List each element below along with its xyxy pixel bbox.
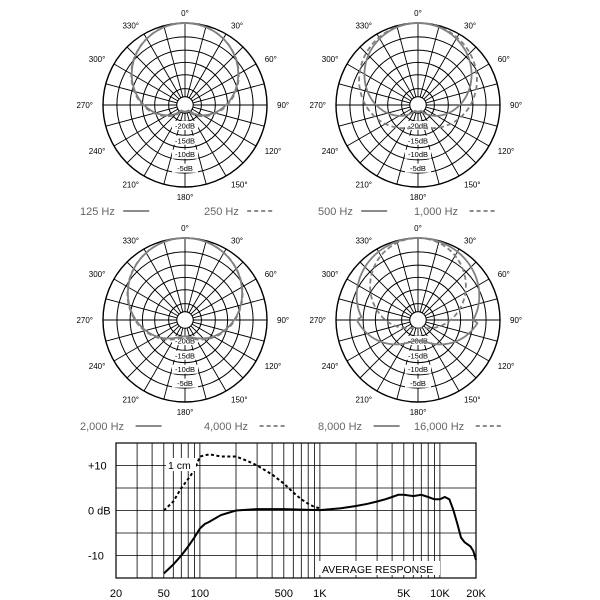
polar-angle-label: 210° — [355, 180, 372, 190]
polar-spoke — [144, 249, 181, 313]
polar-plot-4 — [309, 224, 522, 417]
polar-hub — [177, 312, 193, 328]
polar-angle-label: 60° — [497, 270, 510, 279]
polar-spoke — [114, 64, 178, 101]
legend-label: 125 Hz — [80, 206, 115, 218]
x-tick-label: 10K — [430, 588, 450, 600]
x-tick-label: 50 — [157, 588, 170, 600]
polar-angle-label: 330° — [355, 236, 372, 246]
x-tick-label: 5K — [397, 588, 411, 600]
polar-angle-label: 180° — [176, 408, 194, 417]
polar-hub — [410, 312, 426, 328]
polar-angle-label: 240° — [88, 362, 106, 371]
polar-ring-label: -5dB — [410, 164, 426, 174]
polar-angle-label: 30° — [464, 21, 477, 31]
polar-spoke — [425, 324, 489, 361]
polar-angle-label: 180° — [409, 193, 427, 202]
polar-spoke — [347, 324, 411, 361]
polar-spoke — [114, 279, 178, 316]
polar-angle-label: 60° — [497, 55, 510, 64]
polar-angle-label: 300° — [88, 55, 106, 64]
polar-angle-label: 330° — [122, 21, 139, 31]
polar-angle-label: 0° — [414, 224, 422, 233]
polar-angle-label: 120° — [264, 147, 282, 156]
polar-spoke — [192, 279, 256, 316]
x-tick-label: 500 — [274, 588, 293, 600]
legend-label: 250 Hz — [204, 206, 239, 218]
polar-ring-label: -15dB — [407, 136, 429, 146]
polar-angle-label: 150° — [464, 180, 481, 190]
polar-angle-label: 210° — [355, 395, 372, 405]
polar-ring-label: -15dB — [174, 136, 196, 146]
polar-ring-label: -5dB — [177, 164, 193, 174]
polar-spoke — [377, 34, 414, 98]
polar-angle-label: 0° — [414, 9, 422, 18]
polar-angle-label: 150° — [231, 395, 248, 405]
polar-spoke — [425, 64, 489, 101]
polar-angle-label: 330° — [355, 21, 372, 31]
polar-ring-label: -5dB — [177, 379, 193, 389]
polar-ring-label: -20dB — [407, 336, 429, 346]
legend-label: 8,000 Hz — [318, 421, 363, 433]
polar-spoke — [189, 34, 226, 98]
polar-ring-label: -15dB — [174, 351, 196, 361]
legend-label: 1,000 Hz — [414, 206, 459, 218]
polar-angle-label: 240° — [88, 147, 106, 156]
polar-angle-label: 30° — [464, 236, 477, 246]
polar-angle-label: 60° — [264, 270, 277, 279]
legend-label: 500 Hz — [318, 206, 353, 218]
polar-angle-label: 240° — [321, 362, 339, 371]
polar-plot-2 — [309, 9, 522, 202]
polar-angle-label: 300° — [321, 55, 339, 64]
x-tick-label: 20 — [109, 588, 123, 600]
polar-angle-label: 90° — [510, 316, 523, 325]
frequency-response-chart — [88, 443, 486, 600]
y-tick-label: +10 — [88, 460, 107, 473]
polar-spoke — [189, 249, 226, 313]
polar-angle-label: 0° — [181, 224, 189, 233]
polar-ring-label: -10dB — [174, 365, 196, 375]
polar-ring-label: -10dB — [174, 150, 196, 160]
legend-label: 2,000 Hz — [80, 421, 125, 433]
polar-ring-label: -20dB — [174, 336, 196, 346]
polar-angle-label: 90° — [277, 316, 290, 325]
polar-spoke — [377, 249, 414, 313]
polar-spoke — [347, 64, 411, 101]
polar-angle-label: 90° — [277, 101, 290, 110]
polar-angle-label: 120° — [497, 147, 515, 156]
polar-angle-label: 150° — [231, 180, 248, 190]
polar-spoke — [192, 64, 256, 101]
polar-angle-label: 120° — [264, 362, 282, 371]
polar-angle-label: 300° — [321, 270, 339, 279]
polar-plot-1 — [76, 9, 289, 202]
polar-angle-label: 180° — [409, 408, 427, 417]
polar-angle-label: 90° — [510, 101, 523, 110]
polar-angle-label: 0° — [181, 9, 189, 18]
y-tick-label: 0 dB — [88, 505, 111, 518]
polar-angle-label: 270° — [76, 316, 93, 325]
y-tick-label: -10 — [88, 550, 104, 563]
polar-angle-label: 270° — [76, 101, 93, 110]
polar-ring-label: -5dB — [410, 379, 426, 389]
x-tick-label: 1K — [313, 588, 327, 600]
x-tick-label: 20K — [466, 588, 486, 600]
polar-angle-label: 30° — [231, 236, 244, 246]
polar-angle-label: 210° — [122, 180, 139, 190]
polar-ring-label: -20dB — [407, 121, 429, 131]
annotation-average-response: AVERAGE RESPONSE — [322, 564, 434, 576]
polar-angle-label: 150° — [464, 395, 481, 405]
legend-label: 4,000 Hz — [204, 421, 249, 433]
polar-spoke — [422, 34, 459, 98]
polar-angle-label: 180° — [176, 193, 194, 202]
polar-angle-label: 330° — [122, 236, 139, 246]
polar-angle-label: 210° — [122, 395, 139, 405]
polar-angle-label: 270° — [309, 316, 326, 325]
polar-spoke — [144, 34, 181, 98]
polar-ring-label: -15dB — [407, 351, 429, 361]
polar-angle-label: 60° — [264, 55, 277, 64]
polar-angle-label: 300° — [88, 270, 106, 279]
polar-angle-label: 30° — [231, 21, 244, 31]
polar-angle-label: 270° — [309, 101, 326, 110]
annotation-1cm: 1 cm — [168, 460, 191, 472]
polar-ring-label: -10dB — [407, 150, 429, 160]
legend-label: 16,000 Hz — [414, 421, 465, 433]
polar-angle-label: 120° — [497, 362, 515, 371]
polar-angle-label: 240° — [321, 147, 339, 156]
polar-plot-3 — [76, 224, 289, 417]
x-tick-label: 100 — [190, 588, 210, 600]
polar-spoke — [422, 249, 459, 313]
polar-ring-label: -20dB — [174, 121, 196, 131]
polar-ring-label: -10dB — [407, 365, 429, 375]
